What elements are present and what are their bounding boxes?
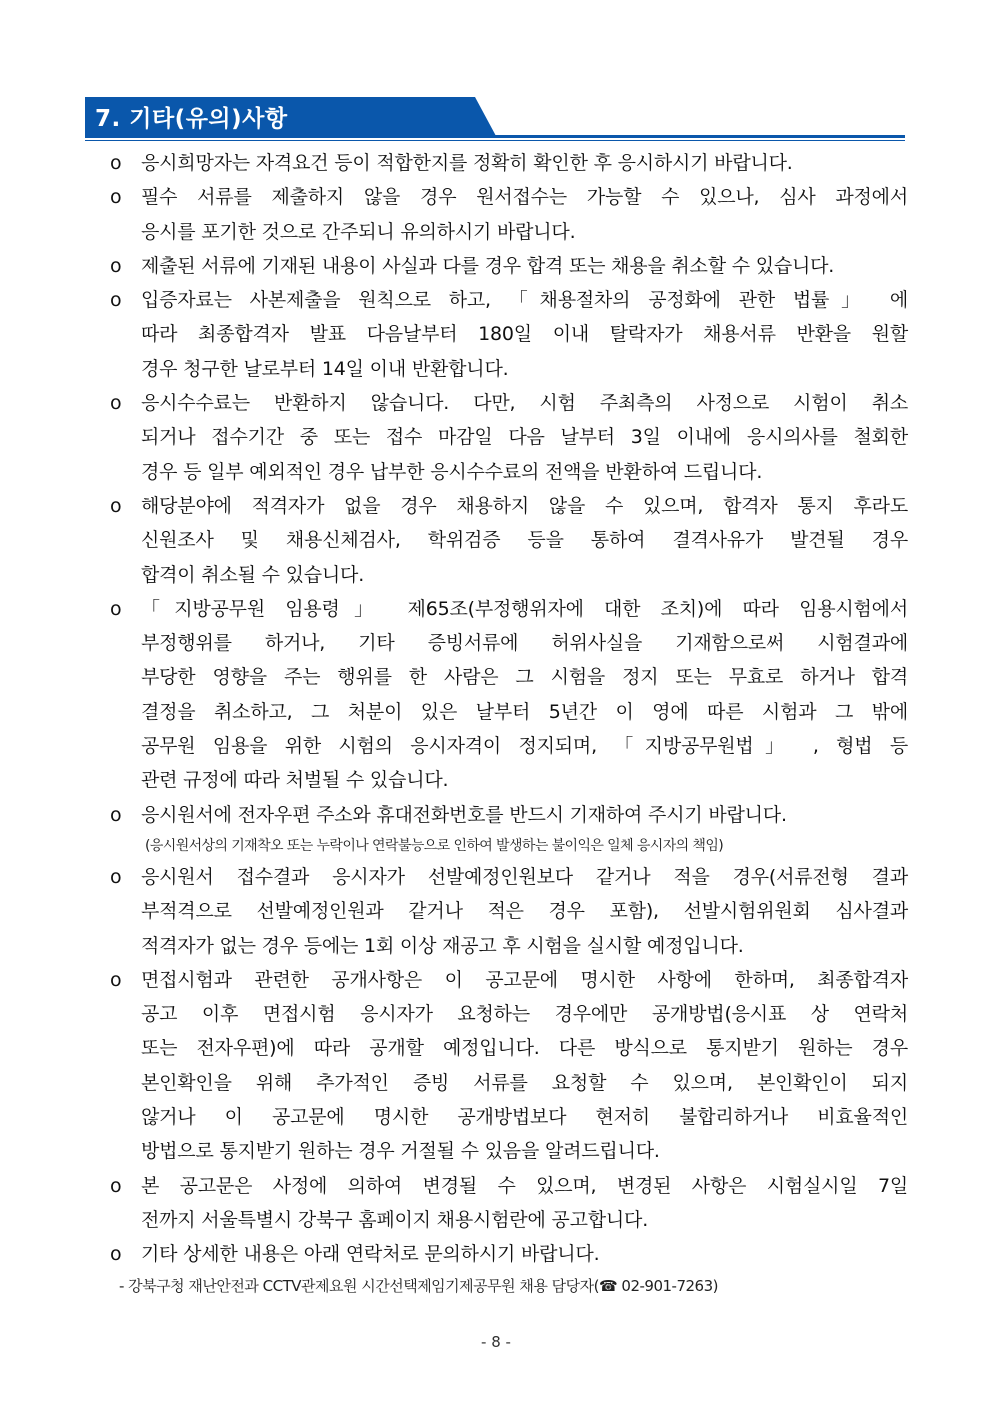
notice-line: 본 공고문은 사정에 의하여 변경될 수 있으며, 변경된 사항은 시험실시일 7일 — [141, 1174, 908, 1197]
bullet-icon: o — [110, 254, 122, 277]
notice-item — [108, 146, 908, 180]
notice-line: 부당한 영향을 주는 행위를 한 사람은 그 시험을 정지 또는 무효로 하거나 합격 — [141, 666, 908, 689]
notice-list — [108, 146, 908, 1300]
notice-line: 부적격으로 선발예정인원과 같거나 적은 경우 포함), 선발시험위원회 심사결과 — [141, 900, 908, 923]
notice-item — [108, 798, 908, 860]
notice-line: 않거나 이 공고문에 명시한 공개방법보다 현저히 불합리하거나 비효율적인 — [141, 1106, 908, 1129]
notice-line: 응시원서 접수결과 응시자가 선발예정인원보다 같거나 적을 경우(서류전형 결과 — [141, 865, 908, 888]
section-title: 7. 기타(유의)사항 — [95, 106, 288, 132]
notice-line: 경우 등 일부 예외적인 경우 납부한 응시수수료의 전액을 반환하여 드립니다. — [141, 460, 763, 483]
bullet-icon: o — [110, 968, 122, 991]
header-rule-thin — [85, 140, 905, 141]
notice-line: 응시를 포기한 것으로 간주되니 유의하시기 바랍니다. — [141, 220, 576, 243]
notice-line: 적격자가 없는 경우 등에는 1회 이상 재공고 후 시험을 실시할 예정입니다. — [141, 934, 744, 957]
section-header — [85, 97, 905, 143]
notice-item — [108, 1169, 908, 1238]
bullet-icon: o — [110, 392, 122, 415]
bullet-icon: o — [110, 1243, 122, 1266]
notice-item — [108, 489, 908, 592]
bullet-icon: o — [110, 494, 122, 517]
notice-line: 해당분야에 적격자가 없을 경우 채용하지 않을 수 있으며, 합격자 통지 후라도 — [141, 494, 908, 517]
bullet-icon: o — [110, 865, 122, 888]
notice-item — [108, 963, 908, 1169]
header-rule-thick — [85, 135, 905, 138]
notice-line: 따라 최종합격자 발표 다음날부터 180일 이내 탈락자가 채용서류 반환을 원할 — [141, 323, 908, 346]
notice-line: 부정행위를 하거나, 기타 증빙서류에 허위사실을 기재함으로써 시험결과에 — [141, 632, 908, 655]
page-number: - 8 - — [481, 1333, 511, 1351]
notice-line: 결정을 취소하고, 그 처분이 있은 날부터 5년간 이 영에 따른 시험과 그 밖에 — [141, 700, 908, 723]
notice-line: 공무원 임용을 위한 시험의 응시자격이 정지되며, 「지방공무원법」 , 형법 등 — [141, 735, 908, 758]
bullet-icon: o — [110, 803, 122, 826]
notice-line: 관련 규정에 따라 처벌될 수 있습니다. — [141, 769, 449, 792]
bullet-icon: o — [110, 289, 122, 312]
notice-line: 제출된 서류에 기재된 내용이 사실과 다를 경우 합격 또는 채용을 취소할 수 있습니다. — [141, 254, 835, 277]
notice-line: 입증자료는 사본제출을 원칙으로 하고, 「채용절차의 공정화에 관한 법률」 에 — [141, 289, 908, 312]
notice-line: 응시희망자는 자격요건 등이 적합한지를 정확히 확인한 후 응시하시기 바랍니다. — [141, 152, 793, 174]
notice-footnote: (응시원서상의 기재착오 또는 누락이나 연락불능으로 인하여 발생하는 불이익은 일체 응시자의 책임) — [145, 837, 724, 854]
notice-item — [108, 249, 908, 283]
notice-line: 필수 서류를 제출하지 않을 경우 원서접수는 가능할 수 있으나, 심사 과정에서 — [141, 186, 908, 209]
notice-line: 되거나 접수기간 중 또는 접수 마감일 다음 날부터 3일 이내에 응시의사를 철회한 — [141, 426, 908, 449]
notice-item — [108, 592, 908, 798]
bullet-icon: o — [110, 597, 122, 620]
notice-item — [108, 1237, 908, 1299]
bullet-icon: o — [110, 186, 122, 209]
notice-line: 합격이 취소될 수 있습니다. — [141, 563, 365, 586]
bullet-icon: o — [110, 152, 122, 174]
notice-line: 「지방공무원 임용령」 제65조(부정행위자에 대한 조치)에 따라 임용시험에서 — [141, 597, 908, 620]
notice-line: 기타 상세한 내용은 아래 연락처로 문의하시기 바랍니다. — [141, 1243, 600, 1266]
notice-line: 공고 이후 면접시험 응시자가 요청하는 경우에만 공개방법(응시표 상 연락처 — [141, 1003, 908, 1026]
notice-line: 신원조사 및 채용신체검사, 학위검증 등을 통하여 결격사유가 발견될 경우 — [141, 529, 908, 552]
notice-line: 방법으로 통지받기 원하는 경우 거절될 수 있음을 알려드립니다. — [141, 1140, 660, 1163]
notice-item — [108, 860, 908, 963]
bullet-icon: o — [110, 1174, 122, 1197]
notice-item — [108, 180, 908, 249]
notice-line: 면접시험과 관련한 공개사항은 이 공고문에 명시한 사항에 한하며, 최종합격자 — [141, 968, 908, 991]
contact-info: - 강북구청 재난안전과 CCTV관제요원 시간선택제임기제공무원 채용 담당자(☎ 02-901-7263) — [119, 1276, 718, 1295]
notice-line: 또는 전자우편)에 따라 공개할 예정입니다. 다른 방식으로 통지받기 원하는 경우 — [141, 1037, 908, 1060]
notice-item — [108, 386, 908, 489]
notice-line: 경우 청구한 날로부터 14일 이내 반환합니다. — [141, 357, 509, 380]
notice-item — [108, 283, 908, 386]
notice-line: 응시원서에 전자우편 주소와 휴대전화번호를 반드시 기재하여 주시기 바랍니다. — [141, 803, 787, 826]
notice-line: 전까지 서울특별시 강북구 홈페이지 채용시험란에 공고합니다. — [141, 1208, 649, 1231]
notice-line: 본인확인을 위해 추가적인 증빙 서류를 요청할 수 있으며, 본인확인이 되지 — [141, 1071, 908, 1094]
notice-line: 응시수수료는 반환하지 않습니다. 다만, 시험 주최측의 사정으로 시험이 취소 — [141, 392, 908, 415]
